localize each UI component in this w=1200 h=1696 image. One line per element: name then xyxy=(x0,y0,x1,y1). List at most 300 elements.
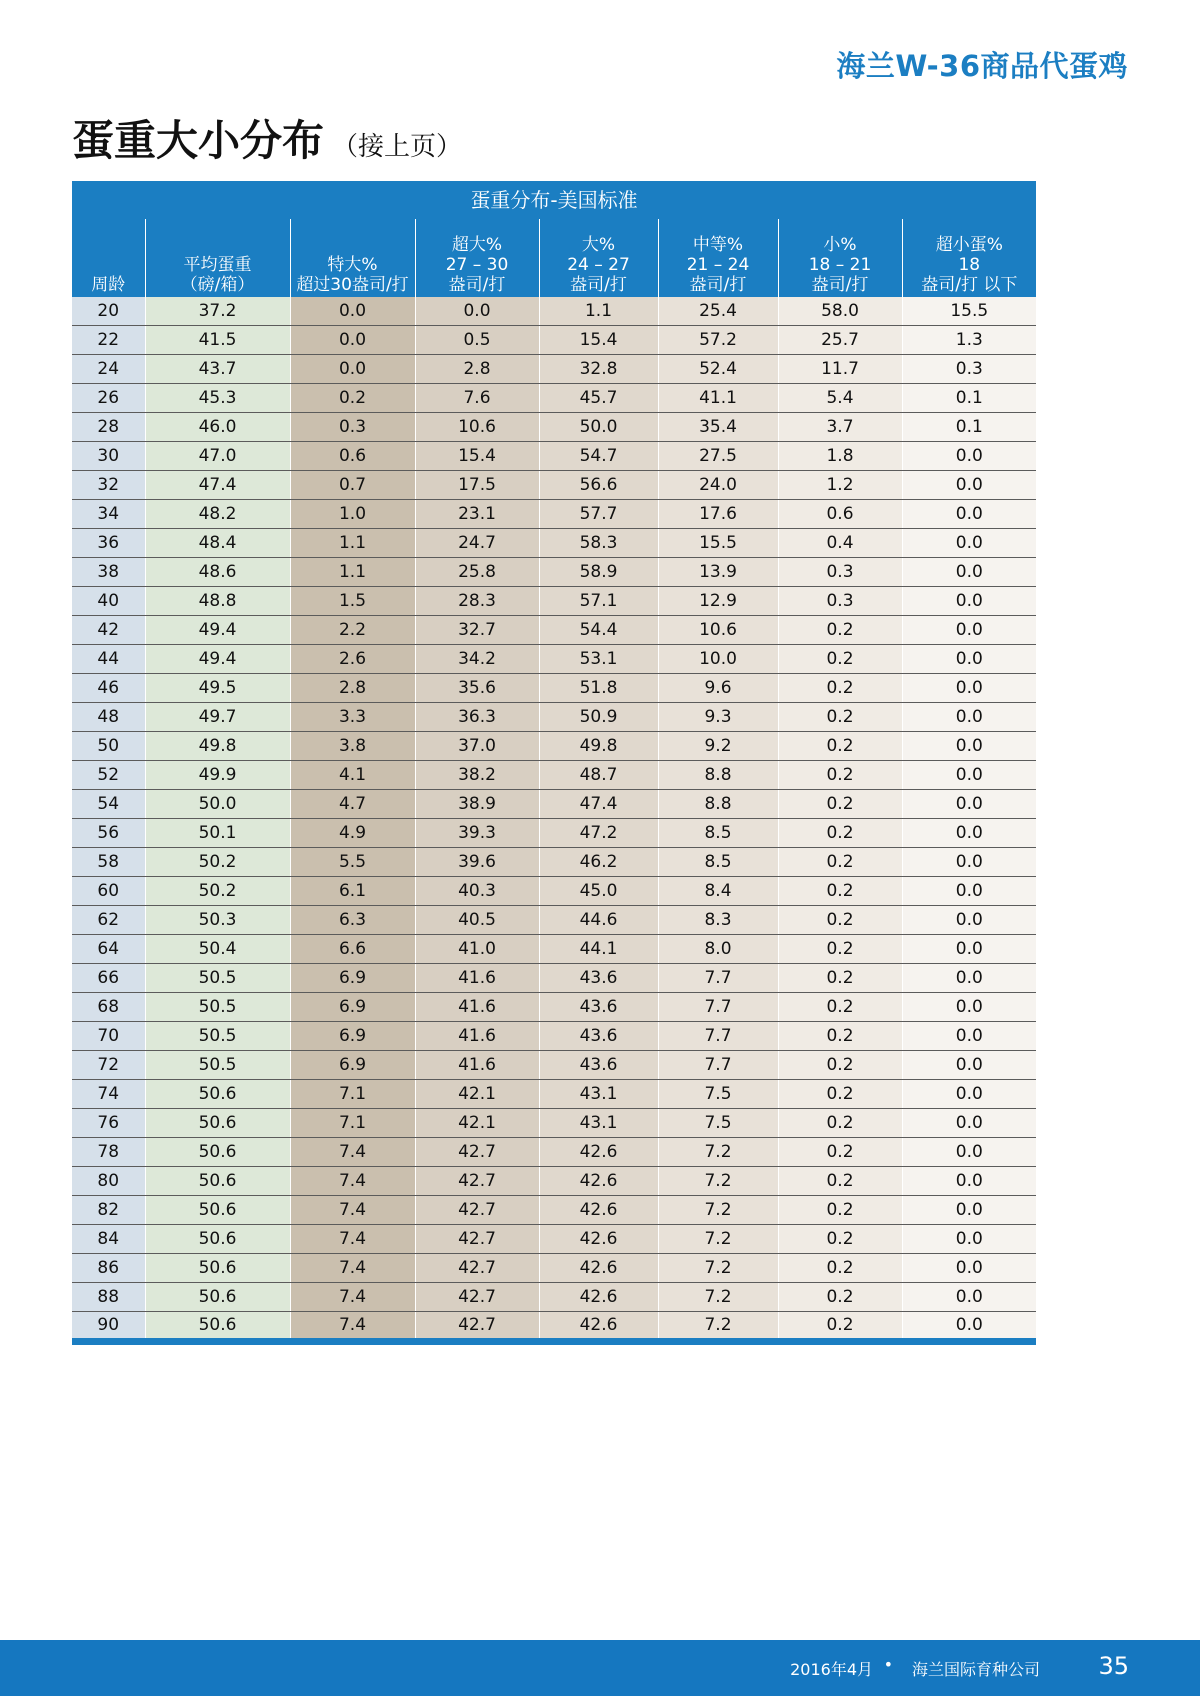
age-week-cell: 70 xyxy=(72,1022,145,1051)
table-cell: 12.9 xyxy=(658,587,778,616)
table-cell: 50.5 xyxy=(145,993,290,1022)
table-cell: 34.2 xyxy=(415,645,539,674)
table-cell: 13.9 xyxy=(658,558,778,587)
age-week-cell: 62 xyxy=(72,906,145,935)
table-cell: 48.2 xyxy=(145,500,290,529)
table-cell: 0.2 xyxy=(778,1080,902,1109)
table-cell: 49.8 xyxy=(145,732,290,761)
table-cell: 7.2 xyxy=(658,1138,778,1167)
age-week-cell: 68 xyxy=(72,993,145,1022)
table-bottom-rule xyxy=(72,1338,1036,1345)
table-cell: 47.4 xyxy=(539,790,658,819)
table-cell: 3.7 xyxy=(778,413,902,442)
table-cell: 3.3 xyxy=(290,703,415,732)
table-body xyxy=(72,297,1036,1338)
table-row xyxy=(72,442,1036,471)
age-week-cell: 50 xyxy=(72,732,145,761)
table-cell: 51.8 xyxy=(539,674,658,703)
table-cell: 0.1 xyxy=(902,384,1036,413)
table-cell: 4.7 xyxy=(290,790,415,819)
column-header-line: 盎司/打 xyxy=(689,275,747,295)
age-week-cell: 30 xyxy=(72,442,145,471)
table-row xyxy=(72,1051,1036,1080)
table-cell: 0.2 xyxy=(778,848,902,877)
age-week-cell: 80 xyxy=(72,1167,145,1196)
age-week-cell: 58 xyxy=(72,848,145,877)
column-header-line: 盎司/打 以下 xyxy=(921,275,1018,295)
table-cell: 0.7 xyxy=(290,471,415,500)
column-header-line: 中等% xyxy=(692,235,744,255)
table-cell: 0.6 xyxy=(290,442,415,471)
table-cell: 0.2 xyxy=(778,964,902,993)
table-row xyxy=(72,471,1036,500)
table-cell: 0.0 xyxy=(902,1080,1036,1109)
table-cell: 0.3 xyxy=(778,558,902,587)
table-cell: 43.6 xyxy=(539,993,658,1022)
page-title-suffix: （接上页） xyxy=(332,132,463,162)
table-cell: 8.4 xyxy=(658,877,778,906)
table-cell: 9.2 xyxy=(658,732,778,761)
column-header-line: 18 – 21 xyxy=(808,255,872,275)
table-cell: 50.9 xyxy=(539,703,658,732)
table-cell: 49.9 xyxy=(145,761,290,790)
table-cell: 42.7 xyxy=(415,1196,539,1225)
table-cell: 15.5 xyxy=(902,297,1036,326)
table-row xyxy=(72,384,1036,413)
table-cell: 7.1 xyxy=(290,1080,415,1109)
table-cell: 0.0 xyxy=(902,1138,1036,1167)
table-cell: 7.4 xyxy=(290,1138,415,1167)
table-cell: 42.7 xyxy=(415,1283,539,1312)
table-cell: 44.6 xyxy=(539,906,658,935)
table-cell: 47.4 xyxy=(145,471,290,500)
table-cell: 42.6 xyxy=(539,1138,658,1167)
column-header-line: 平均蛋重 xyxy=(183,255,252,275)
table-cell: 27.5 xyxy=(658,442,778,471)
table-cell: 0.0 xyxy=(902,732,1036,761)
table-cell: 39.3 xyxy=(415,819,539,848)
table-cell: 0.2 xyxy=(778,645,902,674)
column-header-line: 周龄 xyxy=(91,275,126,295)
table-row xyxy=(72,1254,1036,1283)
table-cell: 8.5 xyxy=(658,848,778,877)
column-header-line: 超大% xyxy=(451,235,503,255)
table-cell: 45.0 xyxy=(539,877,658,906)
table-row xyxy=(72,1022,1036,1051)
table-cell: 8.0 xyxy=(658,935,778,964)
table-cell: 50.0 xyxy=(145,790,290,819)
table-cell: 0.2 xyxy=(778,935,902,964)
table-cell: 0.2 xyxy=(778,674,902,703)
table-row xyxy=(72,964,1036,993)
table-cell: 0.0 xyxy=(902,1167,1036,1196)
table-cell: 24.7 xyxy=(415,529,539,558)
table-cell: 7.4 xyxy=(290,1196,415,1225)
table-cell: 15.5 xyxy=(658,529,778,558)
age-week-cell: 76 xyxy=(72,1109,145,1138)
table-cell: 0.0 xyxy=(902,587,1036,616)
table-cell: 58.3 xyxy=(539,529,658,558)
table-cell: 52.4 xyxy=(658,355,778,384)
table-cell: 48.8 xyxy=(145,587,290,616)
table-cell: 58.0 xyxy=(778,297,902,326)
table-cell: 0.3 xyxy=(902,355,1036,384)
table-cell: 0.0 xyxy=(902,1022,1036,1051)
table-cell: 50.6 xyxy=(145,1312,290,1339)
table-cell: 43.6 xyxy=(539,1022,658,1051)
table-cell: 0.0 xyxy=(902,703,1036,732)
table-cell: 42.7 xyxy=(415,1225,539,1254)
table-cell: 17.5 xyxy=(415,471,539,500)
table-cell: 42.7 xyxy=(415,1254,539,1283)
age-week-cell: 28 xyxy=(72,413,145,442)
age-week-cell: 78 xyxy=(72,1138,145,1167)
table-cell: 57.2 xyxy=(658,326,778,355)
table-cell: 0.3 xyxy=(778,587,902,616)
column-header-line: 27 – 30 xyxy=(445,255,509,275)
table-cell: 53.1 xyxy=(539,645,658,674)
column-header xyxy=(415,219,539,297)
table-row xyxy=(72,645,1036,674)
table-row xyxy=(72,877,1036,906)
table-cell: 40.3 xyxy=(415,877,539,906)
footer-separator: • xyxy=(883,1655,893,1674)
table-cell: 15.4 xyxy=(415,442,539,471)
age-week-cell: 66 xyxy=(72,964,145,993)
age-week-cell: 40 xyxy=(72,587,145,616)
table-row xyxy=(72,587,1036,616)
table-cell: 0.2 xyxy=(778,993,902,1022)
column-header xyxy=(290,219,415,297)
table-cell: 0.0 xyxy=(902,558,1036,587)
table-cell: 8.8 xyxy=(658,790,778,819)
table-row xyxy=(72,413,1036,442)
table-cell: 1.3 xyxy=(902,326,1036,355)
column-header-line: 18 xyxy=(958,255,981,275)
column-header-line: 21 – 24 xyxy=(686,255,750,275)
table-cell: 37.0 xyxy=(415,732,539,761)
table-row xyxy=(72,297,1036,326)
table-cell: 46.2 xyxy=(539,848,658,877)
table-cell: 7.6 xyxy=(415,384,539,413)
table-cell: 42.7 xyxy=(415,1138,539,1167)
table-cell: 0.0 xyxy=(902,645,1036,674)
column-header xyxy=(658,219,778,297)
table-cell: 56.6 xyxy=(539,471,658,500)
table-cell: 7.5 xyxy=(658,1109,778,1138)
table-cell: 0.0 xyxy=(902,1283,1036,1312)
table-cell: 6.9 xyxy=(290,993,415,1022)
table-cell: 2.8 xyxy=(415,355,539,384)
table-cell: 0.0 xyxy=(902,877,1036,906)
table-cell: 0.2 xyxy=(778,761,902,790)
table-cell: 7.4 xyxy=(290,1225,415,1254)
table-cell: 48.7 xyxy=(539,761,658,790)
table-cell: 42.6 xyxy=(539,1254,658,1283)
table-cell: 0.2 xyxy=(778,877,902,906)
table-cell: 15.4 xyxy=(539,326,658,355)
table-cell: 1.1 xyxy=(290,529,415,558)
table-cell: 2.2 xyxy=(290,616,415,645)
table-header-row xyxy=(72,219,1036,297)
table-row xyxy=(72,819,1036,848)
age-week-cell: 90 xyxy=(72,1312,145,1339)
table-cell: 41.0 xyxy=(415,935,539,964)
table-cell: 0.6 xyxy=(778,500,902,529)
table-cell: 0.2 xyxy=(290,384,415,413)
table-cell: 0.2 xyxy=(778,1022,902,1051)
table-row xyxy=(72,529,1036,558)
column-header-line: （磅/箱） xyxy=(180,275,255,295)
table-cell: 10.6 xyxy=(658,616,778,645)
table-cell: 0.0 xyxy=(902,993,1036,1022)
table-cell: 7.7 xyxy=(658,964,778,993)
table-cell: 41.1 xyxy=(658,384,778,413)
table-cell: 0.4 xyxy=(778,529,902,558)
table-cell: 25.7 xyxy=(778,326,902,355)
footer-date: 2016年4月 xyxy=(790,1660,873,1679)
table-cell: 42.6 xyxy=(539,1196,658,1225)
age-week-cell: 72 xyxy=(72,1051,145,1080)
age-week-cell: 84 xyxy=(72,1225,145,1254)
table-cell: 50.6 xyxy=(145,1167,290,1196)
table-cell: 9.6 xyxy=(658,674,778,703)
table-cell: 41.5 xyxy=(145,326,290,355)
table-cell: 50.6 xyxy=(145,1254,290,1283)
table-cell: 0.0 xyxy=(902,529,1036,558)
table-cell: 0.2 xyxy=(778,1225,902,1254)
table-cell: 42.7 xyxy=(415,1167,539,1196)
table-cell: 50.1 xyxy=(145,819,290,848)
page-title-row xyxy=(72,108,462,168)
table-cell: 0.2 xyxy=(778,1138,902,1167)
table-cell: 7.2 xyxy=(658,1312,778,1339)
table-cell: 0.2 xyxy=(778,703,902,732)
table-cell: 1.8 xyxy=(778,442,902,471)
table-cell: 48.6 xyxy=(145,558,290,587)
column-header xyxy=(145,219,290,297)
table-cell: 32.7 xyxy=(415,616,539,645)
table-cell: 0.0 xyxy=(902,964,1036,993)
table-cell: 0.2 xyxy=(778,732,902,761)
table-cell: 37.2 xyxy=(145,297,290,326)
table-cell: 6.6 xyxy=(290,935,415,964)
table-cell: 0.0 xyxy=(902,1254,1036,1283)
table-cell: 5.5 xyxy=(290,848,415,877)
age-week-cell: 26 xyxy=(72,384,145,413)
table-cell: 8.8 xyxy=(658,761,778,790)
age-week-cell: 56 xyxy=(72,819,145,848)
table-cell: 43.1 xyxy=(539,1080,658,1109)
table-cell: 50.6 xyxy=(145,1225,290,1254)
table-cell: 7.1 xyxy=(290,1109,415,1138)
table-cell: 41.6 xyxy=(415,993,539,1022)
table-cell: 54.7 xyxy=(539,442,658,471)
table-cell: 0.0 xyxy=(415,297,539,326)
table-row xyxy=(72,500,1036,529)
age-week-cell: 36 xyxy=(72,529,145,558)
table-cell: 1.0 xyxy=(290,500,415,529)
table-cell: 47.0 xyxy=(145,442,290,471)
column-header-line: 盎司/打 xyxy=(570,275,627,295)
age-week-cell: 38 xyxy=(72,558,145,587)
column-header-line: 24 – 27 xyxy=(567,255,630,275)
table-cell: 8.3 xyxy=(658,906,778,935)
column-header-line: 小% xyxy=(823,235,857,255)
table-cell: 7.5 xyxy=(658,1080,778,1109)
age-week-cell: 86 xyxy=(72,1254,145,1283)
table-cell: 0.0 xyxy=(290,355,415,384)
column-header-line: 盎司/打 xyxy=(448,275,506,295)
table-cell: 0.2 xyxy=(778,1283,902,1312)
column-header xyxy=(778,219,902,297)
table-cell: 6.9 xyxy=(290,964,415,993)
table-cell: 43.1 xyxy=(539,1109,658,1138)
table-cell: 10.0 xyxy=(658,645,778,674)
table-cell: 1.5 xyxy=(290,587,415,616)
table-cell: 0.2 xyxy=(778,906,902,935)
table-cell: 50.5 xyxy=(145,1022,290,1051)
table-row xyxy=(72,558,1036,587)
table-cell: 0.0 xyxy=(902,848,1036,877)
table-cell: 44.1 xyxy=(539,935,658,964)
table-cell: 41.6 xyxy=(415,1051,539,1080)
table-cell: 7.7 xyxy=(658,993,778,1022)
egg-size-table-container xyxy=(72,181,1036,1345)
table-cell: 4.9 xyxy=(290,819,415,848)
age-week-cell: 64 xyxy=(72,935,145,964)
table-cell: 0.0 xyxy=(902,761,1036,790)
table-cell: 57.1 xyxy=(539,587,658,616)
table-cell: 10.6 xyxy=(415,413,539,442)
table-cell: 42.1 xyxy=(415,1109,539,1138)
footer-company: 海兰国际育种公司 xyxy=(911,1660,1040,1679)
age-week-cell: 42 xyxy=(72,616,145,645)
table-cell: 0.2 xyxy=(778,1167,902,1196)
age-week-cell: 32 xyxy=(72,471,145,500)
table-cell: 7.4 xyxy=(290,1254,415,1283)
table-cell: 3.8 xyxy=(290,732,415,761)
table-cell: 0.0 xyxy=(902,471,1036,500)
table-cell: 0.0 xyxy=(290,326,415,355)
table-cell: 6.9 xyxy=(290,1022,415,1051)
table-cell: 0.2 xyxy=(778,1312,902,1339)
column-header xyxy=(72,219,145,297)
column-header-line: 超过30盎司/打 xyxy=(296,275,409,295)
table-cell: 42.6 xyxy=(539,1225,658,1254)
table-cell: 25.8 xyxy=(415,558,539,587)
age-week-cell: 22 xyxy=(72,326,145,355)
table-cell: 7.2 xyxy=(658,1225,778,1254)
table-caption: 蛋重分布-美国标准 xyxy=(72,181,1036,219)
table-cell: 7.4 xyxy=(290,1283,415,1312)
table-cell: 50.6 xyxy=(145,1109,290,1138)
table-cell: 7.4 xyxy=(290,1312,415,1339)
table-cell: 50.2 xyxy=(145,848,290,877)
table-cell: 2.8 xyxy=(290,674,415,703)
table-cell: 7.7 xyxy=(658,1022,778,1051)
brand-title: 海兰W-36商品代蛋鸡 xyxy=(836,49,1128,83)
table-cell: 54.4 xyxy=(539,616,658,645)
table-cell: 0.2 xyxy=(778,1051,902,1080)
age-week-cell: 60 xyxy=(72,877,145,906)
table-cell: 6.1 xyxy=(290,877,415,906)
table-cell: 50.2 xyxy=(145,877,290,906)
table-cell: 0.2 xyxy=(778,1254,902,1283)
table-cell: 7.2 xyxy=(658,1196,778,1225)
table-row xyxy=(72,848,1036,877)
table-cell: 11.7 xyxy=(778,355,902,384)
table-cell: 43.6 xyxy=(539,1051,658,1080)
table-cell: 0.2 xyxy=(778,790,902,819)
table-cell: 47.2 xyxy=(539,819,658,848)
age-week-cell: 88 xyxy=(72,1283,145,1312)
age-week-cell: 46 xyxy=(72,674,145,703)
table-cell: 42.7 xyxy=(415,1312,539,1339)
table-cell: 36.3 xyxy=(415,703,539,732)
table-cell: 42.6 xyxy=(539,1283,658,1312)
table-cell: 0.0 xyxy=(902,1196,1036,1225)
table-cell: 0.0 xyxy=(902,1109,1036,1138)
table-row xyxy=(72,1109,1036,1138)
table-cell: 5.4 xyxy=(778,384,902,413)
age-week-cell: 74 xyxy=(72,1080,145,1109)
table-cell: 42.6 xyxy=(539,1312,658,1339)
table-cell: 7.2 xyxy=(658,1167,778,1196)
table-cell: 25.4 xyxy=(658,297,778,326)
table-cell: 7.2 xyxy=(658,1283,778,1312)
table-row xyxy=(72,1080,1036,1109)
table-cell: 48.4 xyxy=(145,529,290,558)
column-header-line: 特大% xyxy=(327,255,378,275)
table-cell: 0.0 xyxy=(902,674,1036,703)
table-cell: 0.0 xyxy=(290,297,415,326)
table-row xyxy=(72,703,1036,732)
table-cell: 0.0 xyxy=(902,442,1036,471)
table-row xyxy=(72,355,1036,384)
table-row xyxy=(72,732,1036,761)
table-row xyxy=(72,674,1036,703)
table-row xyxy=(72,1283,1036,1312)
table-cell: 35.6 xyxy=(415,674,539,703)
table-cell: 50.3 xyxy=(145,906,290,935)
table-cell: 4.1 xyxy=(290,761,415,790)
column-header xyxy=(539,219,658,297)
table-cell: 57.7 xyxy=(539,500,658,529)
table-cell: 50.5 xyxy=(145,1051,290,1080)
table-row xyxy=(72,993,1036,1022)
table-cell: 0.0 xyxy=(902,1051,1036,1080)
table-row xyxy=(72,935,1036,964)
table-cell: 0.2 xyxy=(778,1196,902,1225)
table-row xyxy=(72,1138,1036,1167)
table-cell: 45.7 xyxy=(539,384,658,413)
table-cell: 49.8 xyxy=(539,732,658,761)
table-cell: 0.0 xyxy=(902,819,1036,848)
table-cell: 50.4 xyxy=(145,935,290,964)
table-cell: 0.0 xyxy=(902,616,1036,645)
table-cell: 24.0 xyxy=(658,471,778,500)
table-cell: 0.0 xyxy=(902,906,1036,935)
table-row xyxy=(72,1225,1036,1254)
table-cell: 0.1 xyxy=(902,413,1036,442)
table-cell: 0.0 xyxy=(902,1225,1036,1254)
table-cell: 50.6 xyxy=(145,1283,290,1312)
table-cell: 58.9 xyxy=(539,558,658,587)
table-cell: 23.1 xyxy=(415,500,539,529)
table-cell: 0.2 xyxy=(778,1109,902,1138)
column-header xyxy=(902,219,1036,297)
